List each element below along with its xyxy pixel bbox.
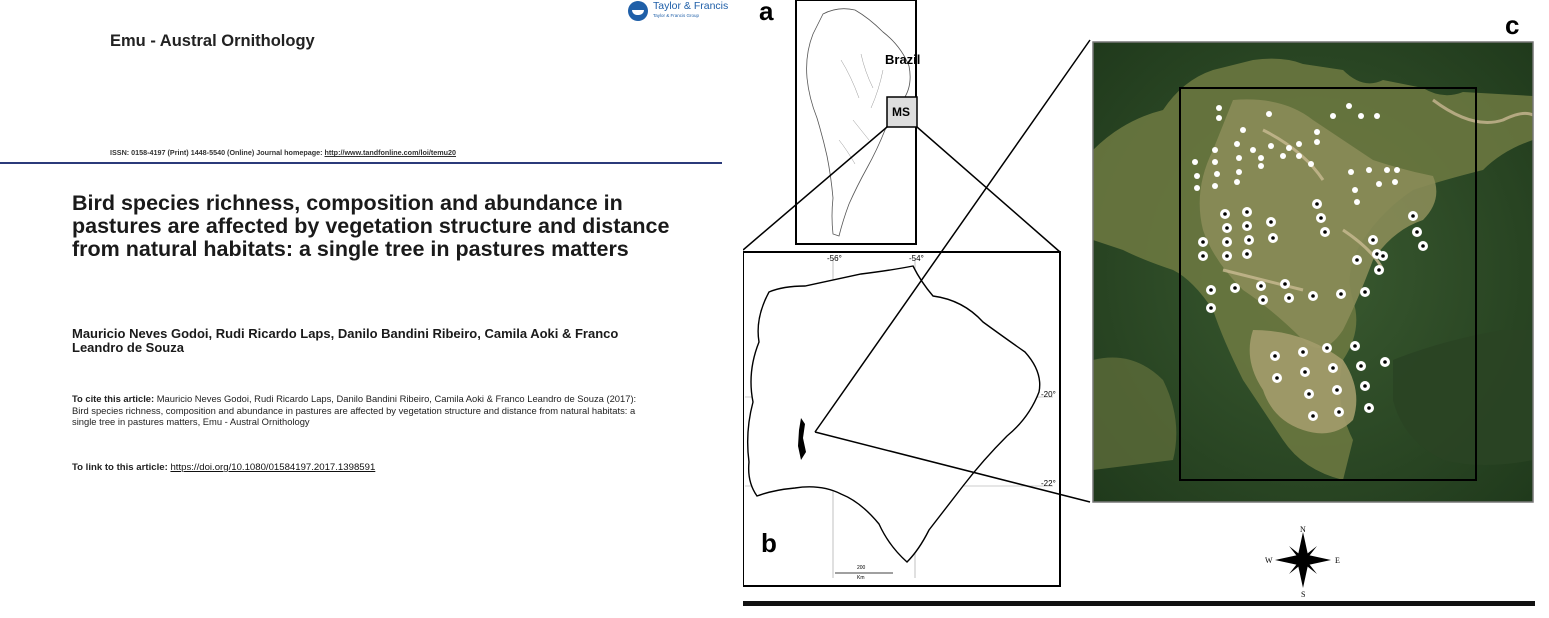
panel-label-c: c (1505, 10, 1520, 40)
journal-title: Emu - Austral Ornithology (110, 32, 315, 50)
article-cover-page (0, 0, 740, 618)
panel-label-a: a (759, 0, 774, 26)
compass-rose-icon (1275, 532, 1331, 588)
publisher-name: Taylor & Francis (653, 0, 729, 12)
country-label-brazil: Brazil (885, 52, 921, 67)
issn-line (110, 148, 456, 157)
compass-west: W (1265, 556, 1273, 565)
compass-south: S (1301, 590, 1306, 599)
header-divider (0, 162, 722, 164)
taylor-francis-logo-icon (628, 1, 648, 21)
tick-lat-20: -20° (1041, 390, 1056, 399)
scale-label: 200 (857, 565, 866, 571)
cite-label: To cite this article: (72, 393, 157, 404)
citation-block (72, 393, 642, 428)
journal-homepage-link[interactable]: http://www.tandfonline.com/loi/temu20 (324, 148, 457, 157)
article-link-line (72, 462, 375, 473)
compass-east: E (1335, 556, 1340, 565)
satellite-image (1093, 42, 1533, 502)
figure-bottom-rule (743, 601, 1535, 606)
compass-north: N (1300, 525, 1306, 534)
tick-lon-54: -54° (909, 254, 924, 263)
figure-graphics (743, 0, 1549, 618)
doi-link[interactable]: https://doi.org/10.1080/01584197.2017.1398591 (170, 462, 376, 473)
scale-unit: Km (857, 575, 865, 581)
publisher-logo (628, 0, 740, 24)
article-title: Bird species richness, composition and abundance in pastures are affected by vegetation structure and distance from natural habitats: a single tree in pastures matters (72, 191, 670, 261)
state-label-ms: MS (892, 105, 910, 119)
article-authors: Mauricio Neves Godoi, Rudi Ricardo Laps, Danilo Bandini Ribeiro, Camila Aoki & Franco Leandro de Souza (72, 326, 619, 355)
publisher-group: Taylor & Francis Group (653, 13, 700, 18)
link-label: To link to this article: (72, 462, 171, 473)
tick-lon-56: -56° (827, 254, 842, 263)
cite-text: Mauricio Neves Godoi, Rudi Ricardo Laps, Danilo Bandini Ribeiro, Camila Aoki & Franco Leandro de Souza (2017): Bird species richness, composition and abundance in pastures are affected by vegetation structure and distance from natural habitats: a single tree in pastures matters, Emu - Austral Ornithology (72, 393, 637, 428)
study-area-figure (743, 0, 1549, 618)
panel-label-b: b (761, 528, 777, 558)
issn-text: ISSN: 0158-4197 (Print) 1448-5540 (Online) Journal homepage: (110, 148, 325, 157)
tick-lat-22: -22° (1041, 479, 1056, 488)
